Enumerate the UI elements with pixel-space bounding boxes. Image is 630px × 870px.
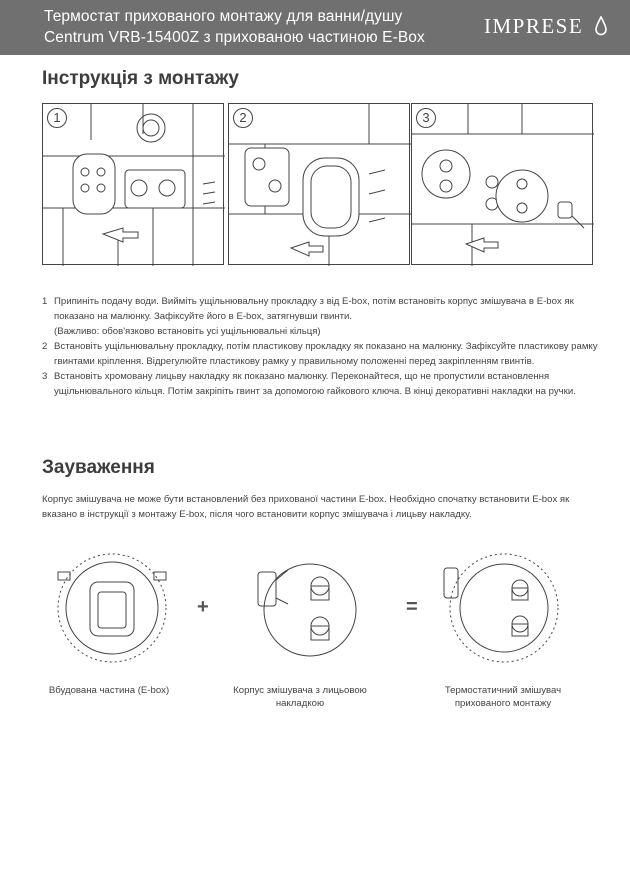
instruction-number: 1 [42, 296, 48, 307]
instruction-item [42, 294, 602, 339]
page-header [0, 0, 630, 55]
instruction-text: Встановіть ущільнювальну прокладку, потім пластикову прокладку як показано на малюнку. Зафіксуйте пластикову рамку гвинтами кріплення. Відрегулюйте пластикову рамку у правильному положенні перед закріпленням гвинтів. [54, 341, 598, 367]
brand-logo-text: IMPRESE [484, 14, 584, 38]
plus-sign: + [197, 596, 209, 618]
instruction-note: (Важливо: обов'язково встановіть усі ущільнювальні кільця) [54, 326, 321, 337]
assembled-thermostat-illustration [440, 548, 560, 668]
instruction-number: 2 [42, 341, 48, 352]
instruction-list [42, 294, 602, 399]
step-1-drawing [43, 104, 225, 266]
thermostat-caption-line-2: прихованого монтажу [454, 698, 552, 709]
instruction-number: 3 [42, 371, 48, 382]
instruction-item [42, 369, 602, 399]
mixer-caption [210, 684, 390, 710]
instruction-item [42, 339, 602, 369]
title-line-2: Centrum VRB-15400Z з прихованою частиною E-Box [44, 29, 425, 46]
step-2-illustration [228, 103, 410, 265]
ebox-caption [34, 684, 184, 697]
mixer-caption-line-1: Корпус змішувача з лицьовою [233, 685, 367, 696]
mixer-caption-line-2: накладкою [275, 698, 325, 709]
ebox-caption-line-1: Вбудована частина (E-box) [48, 685, 170, 696]
equals-sign: = [406, 596, 418, 618]
ebox-illustration [52, 548, 172, 668]
water-drop-icon [595, 16, 607, 36]
step-3-illustration [411, 103, 593, 265]
notes-text: Корпус змішувача не може бути встановлений без прихованої частини E-box. Необхідно спочатку встановити E-box як вказано в інструкції з монтажу E-box, після чого встановити корпус змішувача і лицьву накладку. [42, 494, 570, 520]
title-line-1: Термостат прихованого монтажу для ванни/душу [44, 8, 403, 25]
thermostat-caption [418, 684, 588, 710]
step-3-drawing [412, 104, 594, 266]
instruction-text: Припиніть подачу води. Вийміть ущільнювальну прокладку з від E-box, потім встановіть корпус змішувача в E-box як показано на малюнку. Зафіксуйте його в E-box, затягнувши гвинти. [54, 296, 574, 322]
step-1-illustration [42, 103, 224, 265]
step-1-number: 1 [47, 108, 67, 128]
install-section-title: Інструкція з монтажу [42, 68, 239, 89]
mixer-body-illustration [248, 552, 358, 664]
step-2-number: 2 [233, 108, 253, 128]
instruction-text: Встановіть хромовану лицьву накладку як показано малюнку. Переконайтеся, що не пропустили встановлення ущільнювального кільця. Потім закріпіть гвинт за допомогою гайкового ключа. В кінці декоративні накладки на ручки. [54, 371, 576, 397]
thermostat-caption-line-1: Термостатичний змішувач [444, 685, 562, 696]
step-2-drawing [229, 104, 411, 266]
step-3-number: 3 [416, 108, 436, 128]
notes-section-title: Зауваження [42, 457, 155, 478]
